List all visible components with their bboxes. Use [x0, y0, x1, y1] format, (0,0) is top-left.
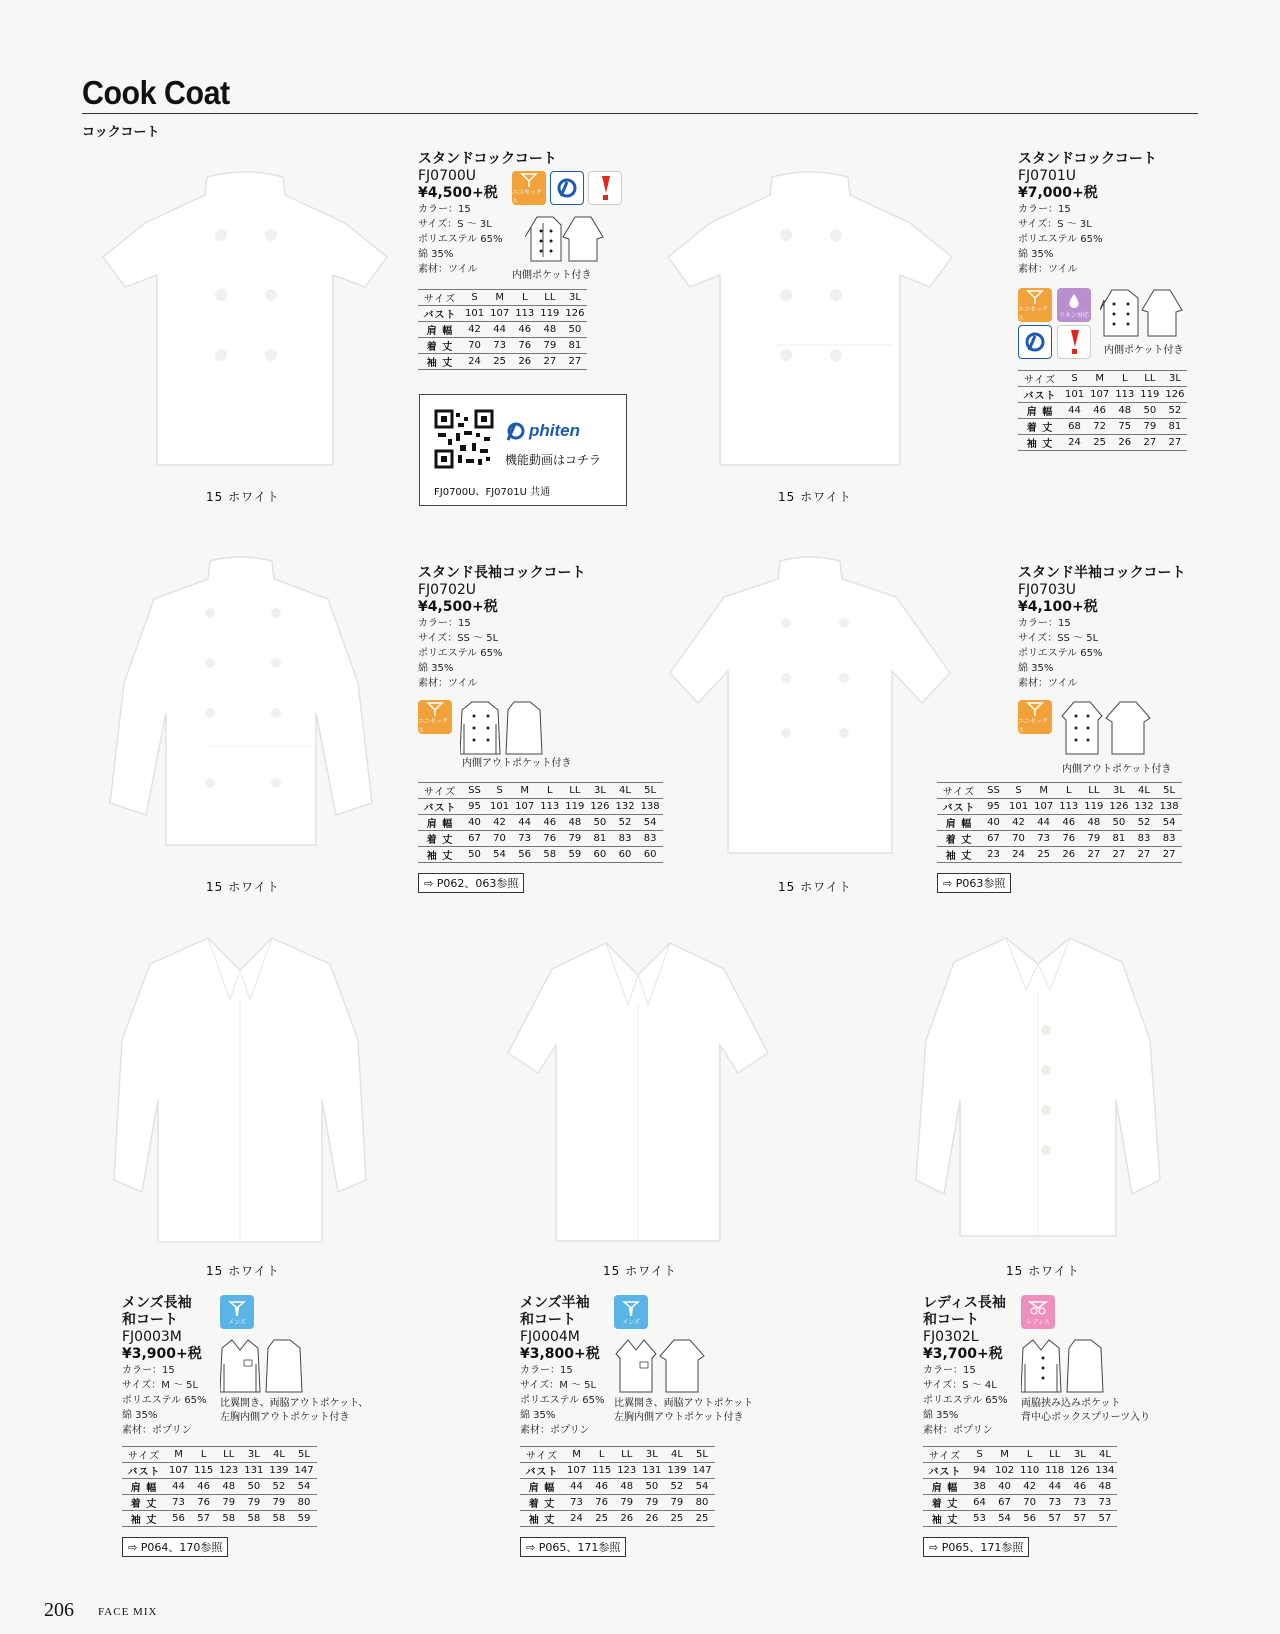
spec-material: 素材：ツイル: [1018, 678, 1078, 689]
phiten-icon: [1018, 325, 1052, 359]
spec-material: 素材：ツイル: [1018, 264, 1078, 275]
product-fj0703u: [1018, 565, 1185, 691]
unisex-icon: ユニセックス: [418, 700, 452, 734]
pocket-note: 内側ポケット付き: [1104, 345, 1184, 356]
size-table-fj0702u: サイズ SS S M L LL 3L 4L 5L バスト 95 101 107 113 119 126 132 138 肩 幅 40 42 44 46 48 50 52 54 着 丈 67 70 73 76 79 81 83 83 袖 丈 50 54 56 58 59 60 60 60: [418, 782, 663, 863]
color-caption: 15 ホワイト: [778, 490, 852, 504]
coat-image-fj0701u: [660, 165, 960, 475]
unisex-icon: ユニセックス: [1018, 700, 1052, 734]
spec-fabric2: 綿 35%: [520, 1410, 556, 1421]
spec-fabric2: 綿 35%: [418, 663, 454, 674]
alert-icon: [1057, 325, 1091, 359]
product-code: FJ0004M: [520, 1329, 580, 1345]
qr-code-icon[interactable]: [434, 409, 494, 469]
coat-line-drawing: [460, 698, 544, 756]
spec-size: サイズ：S ～ 4L: [923, 1380, 997, 1391]
coat-image-fj0702u: [80, 553, 400, 873]
product-name: メンズ長袖: [122, 1295, 192, 1311]
product-name: レディス長袖: [923, 1295, 1006, 1311]
pocket-note-2: 左胸内側アウトポケット付き: [614, 1412, 744, 1423]
product-code: FJ0702U: [418, 582, 477, 598]
phiten-video-text: 機能動画はコチラ: [505, 453, 602, 467]
size-table-fj0701u: サイズ S M L LL 3L バスト 101 107 113 119 126 肩 幅 44 46 48 50 52 着 丈 68 72 75 79 81 袖 丈 24 25 26 27 27: [1018, 370, 1187, 451]
size-table-fj0004m: サイズ M L LL 3L 4L 5L バスト 107 115 123 131 139 147 肩 幅 44 46 48 50 52 54 着 丈 73 76 79 79 79 80 袖 丈 24 25 26 26 25 25: [520, 1446, 715, 1527]
coat-image-fj0004m: [488, 935, 788, 1255]
spec-fabric2: 綿 35%: [122, 1410, 158, 1421]
color-caption: 15 ホワイト: [206, 1264, 280, 1278]
pocket-note: 比翼開き、両脇アウトポケット、: [220, 1398, 369, 1409]
phiten-logo-icon: [504, 421, 526, 441]
product-price: ¥3,800+税: [520, 1346, 600, 1362]
pocket-note-2: 左胸内側アウトポケット付き: [220, 1412, 350, 1423]
coat-image-fj0302l: [888, 930, 1188, 1250]
coat-line-drawing: [1060, 698, 1152, 756]
page-reference-link[interactable]: ⇨ P064、170参照: [122, 1537, 228, 1557]
coat-line-drawing: [525, 213, 605, 265]
alert-icon: [588, 171, 622, 205]
pocket-note-2: 背中心ボックスプリーツ入り: [1021, 1412, 1151, 1423]
product-code: FJ0703U: [1018, 582, 1077, 598]
spec-color: カラー：15: [923, 1365, 976, 1376]
linen-icon: リネン対応: [1057, 288, 1091, 322]
product-price: ¥4,500+税: [418, 185, 498, 201]
spec-fabric2: 綿 35%: [923, 1410, 959, 1421]
product-name-line2: 和コート: [122, 1312, 178, 1328]
spec-color: カラー：15: [418, 618, 471, 629]
spec-size: サイズ：S ～ 3L: [1018, 219, 1092, 230]
unisex-icon: ユニセックス: [512, 171, 546, 205]
page-number: 206: [44, 1599, 74, 1621]
product-fj0302l: [923, 1295, 1008, 1438]
product-fj0004m: [520, 1295, 605, 1438]
product-name: スタンド長袖コックコート: [418, 565, 586, 581]
color-caption: 15 ホワイト: [778, 880, 852, 894]
product-code: FJ0700U: [418, 168, 477, 184]
coat-image-fj0700u: [95, 165, 395, 475]
spec-size: サイズ：M ～ 5L: [122, 1380, 199, 1391]
icon-row-fj0700u: [512, 171, 622, 205]
icon-grid-fj0701u: [1018, 288, 1093, 359]
size-table-fj0003m: サイズ M L LL 3L 4L 5L バスト 107 115 123 131 139 147 肩 幅 44 46 48 50 52 54 着 丈 73 76 79 79 79 80 袖 丈 56 57 58 58 58 59: [122, 1446, 317, 1527]
phiten-qr-box[interactable]: [419, 394, 627, 506]
spec-fabric: ポリエステル 65%: [1018, 234, 1103, 245]
spec-fabric: ポリエステル 65%: [418, 648, 503, 659]
product-name-line2: 和コート: [923, 1312, 979, 1328]
color-caption: 15 ホワイト: [206, 880, 280, 894]
spec-size: サイズ：SS ～ 5L: [418, 633, 499, 644]
product-code: FJ0302L: [923, 1329, 979, 1345]
phiten-brand-text: phiten: [529, 421, 580, 440]
spec-color: カラー：15: [1018, 204, 1071, 215]
product-name: スタンドコックコート: [418, 151, 557, 167]
product-name: スタンドコックコート: [1018, 151, 1157, 167]
mens-icon: メンズ: [220, 1295, 254, 1329]
product-name-line2: 和コート: [520, 1312, 576, 1328]
pocket-note: 比翼開き、両脇アウトポケット: [614, 1398, 754, 1409]
product-name: スタンド半袖コックコート: [1018, 565, 1186, 581]
product-fj0003m: [122, 1295, 207, 1438]
page-reference-link[interactable]: ⇨ P063参照: [937, 873, 1011, 893]
spec-color: カラー：15: [1018, 618, 1071, 629]
product-fj0701u: [1018, 151, 1157, 277]
color-caption: 15 ホワイト: [603, 1264, 677, 1278]
spec-size: サイズ：M ～ 5L: [520, 1380, 597, 1391]
phiten-shared-text: FJ0700U、FJ0701U 共通: [434, 487, 551, 498]
spec-fabric2: 綿 35%: [1018, 249, 1054, 260]
size-table-fj0302l: サイズ S M L LL 3L 4L バスト 94 102 110 118 126 134 肩 幅 38 40 42 44 46 48 着 丈 64 67 70 73 73 73 袖 丈 53 54 56 57 57 57: [923, 1446, 1117, 1527]
product-price: ¥4,100+税: [1018, 599, 1098, 615]
page-reference-link[interactable]: ⇨ P062、063参照: [418, 873, 524, 893]
coat-line-drawing: [220, 1336, 304, 1394]
footer-brand: FACE MIX: [98, 1606, 158, 1618]
spec-fabric2: 綿 35%: [1018, 663, 1054, 674]
phiten-logo: [504, 421, 580, 441]
spec-material: 素材：ポプリン: [923, 1425, 993, 1436]
ladies-icon: レディス: [1021, 1295, 1055, 1329]
spec-size: サイズ：S ～ 3L: [418, 219, 492, 230]
size-table-fj0700u: サイズ S M L LL 3L バスト 101 107 113 119 126 肩 幅 42 44 46 48 50 着 丈 70 73 76 79 81 袖 丈 24 25 26 27 27: [418, 289, 587, 370]
coat-line-drawing: [614, 1336, 706, 1394]
phiten-icon: [550, 171, 584, 205]
pocket-note: 内側アウトポケット付き: [1062, 764, 1172, 775]
pocket-note: 両脇挟み込みポケット: [1021, 1398, 1121, 1409]
spec-fabric: ポリエステル 65%: [122, 1395, 207, 1406]
spec-material: 素材：ポプリン: [520, 1425, 590, 1436]
spec-color: カラー：15: [122, 1365, 175, 1376]
page-title: Cook Coat: [82, 74, 230, 111]
mens-icon: メンズ: [614, 1295, 648, 1329]
product-code: FJ0701U: [1018, 168, 1077, 184]
page-reference-link[interactable]: ⇨ P065、171参照: [923, 1537, 1029, 1557]
coat-line-drawing: [1100, 286, 1184, 340]
spec-fabric: ポリエステル 65%: [520, 1395, 605, 1406]
spec-color: カラー：15: [418, 204, 471, 215]
product-code: FJ0003M: [122, 1329, 182, 1345]
pocket-note: 内側ポケット付き: [512, 270, 592, 281]
spec-color: カラー：15: [520, 1365, 573, 1376]
product-name: メンズ半袖: [520, 1295, 590, 1311]
spec-fabric: ポリエステル 65%: [418, 234, 503, 245]
spec-fabric: ポリエステル 65%: [923, 1395, 1008, 1406]
coat-image-fj0003m: [90, 930, 390, 1250]
product-price: ¥7,000+税: [1018, 185, 1098, 201]
coat-line-drawing: [1021, 1336, 1105, 1394]
spec-fabric: ポリエステル 65%: [1018, 648, 1103, 659]
product-price: ¥4,500+税: [418, 599, 498, 615]
spec-material: 素材：ポプリン: [122, 1425, 192, 1436]
page-subtitle: コックコート: [82, 125, 160, 140]
product-price: ¥3,700+税: [923, 1346, 1003, 1362]
spec-size: サイズ：SS ～ 5L: [1018, 633, 1099, 644]
product-fj0702u: [418, 565, 585, 691]
spec-material: 素材：ツイル: [418, 264, 478, 275]
pocket-note: 内側アウトポケット付き: [462, 758, 572, 769]
product-price: ¥3,900+税: [122, 1346, 202, 1362]
unisex-icon: ユニセックス: [1018, 288, 1052, 322]
coat-image-fj0703u: [660, 553, 960, 873]
spec-fabric2: 綿 35%: [418, 249, 454, 260]
page-reference-link[interactable]: ⇨ P065、171参照: [520, 1537, 626, 1557]
spec-material: 素材：ツイル: [418, 678, 478, 689]
size-table-fj0703u: サイズ SS S M L LL 3L 4L 5L バスト 95 101 107 113 119 126 132 138 肩 幅 40 42 44 46 48 50 52 54 着 丈 67 70 73 76 79 81 83 83 袖 丈 23 24 25 26 27 27 27 27: [937, 782, 1182, 863]
title-rule: [82, 113, 1198, 114]
color-caption: 15 ホワイト: [1006, 1264, 1080, 1278]
color-caption: 15 ホワイト: [206, 490, 280, 504]
